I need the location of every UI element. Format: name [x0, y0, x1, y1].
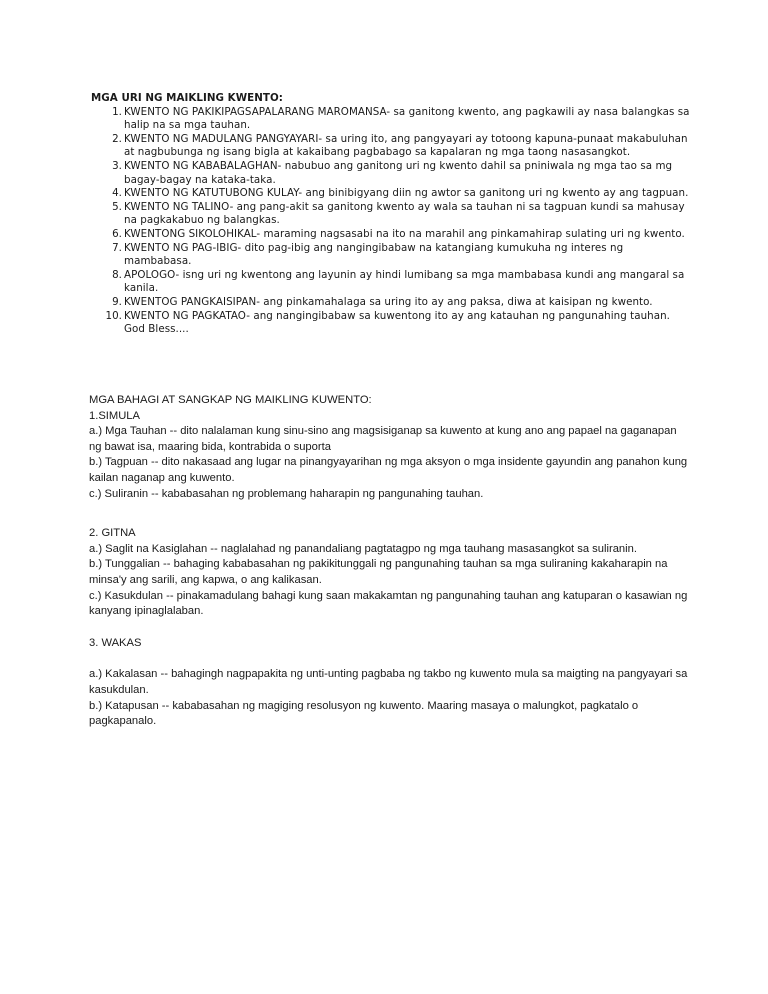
- gitna-item-b: b.) Tunggalian -- bahaging kababasahan ng pakikitunggali ng pangunahing tauhan sa mga suliraning kakaharapin na minsa'y ang sarili, ang kapwa, o ang kalikasan.: [89, 558, 668, 586]
- list-number: 6.: [112, 227, 122, 240]
- list-number: 7.: [112, 241, 122, 254]
- list-text: KWENTO NG TALINO- ang pang-akit sa ganitong kwento ay wala sa tauhan ni sa tagpuan kundi sa mahusay na pagkakabuo ng balangkas.: [124, 200, 685, 227]
- list-item: [91, 201, 691, 228]
- parts-of-short-story-section: [89, 393, 689, 730]
- simula-item-b: b.) Tagpuan -- dito nakasaad ang lugar na pinangyayarihan ng mga aksyon o mga insidente gayundin ang panahon kung kailan naganap ang kuwento.: [89, 456, 688, 484]
- list-number: 10.: [105, 309, 122, 322]
- list-number: 9.: [112, 295, 122, 308]
- list-item: [91, 310, 691, 324]
- gitna-item-a: a.) Saglit na Kasiglahan -- naglalahad ng panandaliang pagtatagpo ng mga tauhang masasangkot sa suliranin.: [89, 542, 637, 555]
- list-text: KWENTOG PANGKAISIPAN- ang pinkamahalaga sa uring ito ay ang paksa, diwa at kaisipan ng kwento.: [124, 295, 653, 308]
- list-text: KWENTO NG KABABALAGHAN- nabubuo ang ganitong uri ng kwento dahil sa pniniwala ng mga tao sa mg bagay-bagay na kataka-taka.: [124, 159, 673, 186]
- list-text: KWENTO NG PAGKATAO- ang nangingibabaw sa kuwentong ito ay ang katauhan ng pangunahing tauhan.: [124, 309, 671, 322]
- list-number: 3.: [112, 159, 122, 172]
- types-of-short-story-section: [91, 92, 691, 337]
- list-text: KWENTO NG PAG-IBIG- dito pag-ibig ang nangingibabaw na katangiang kumukuha ng interes ng mambabasa.: [124, 241, 624, 268]
- subsection-heading-gitna: 2. GITNA: [89, 527, 136, 540]
- list-number: 4.: [112, 187, 122, 200]
- list-item: [91, 296, 691, 310]
- list-item: [91, 106, 691, 133]
- list-text: KWENTONG SIKOLOHIKAL- maraming nagsasabi na ito na marahil ang pinkamahirap sulating uri ng kwento.: [124, 227, 685, 240]
- list-number: 1.: [112, 105, 122, 118]
- section-title: MGA BAHAGI AT SANGKAP NG MAIKLING KUWENTO:: [89, 394, 372, 406]
- simula-item-c: c.) Suliranin -- kababasahan ng problemang haharapin ng pangunahing tauhan.: [89, 487, 484, 500]
- list-text: APOLOGO- isng uri ng kwentong ang layunin ay hindi lumibang sa mga mambabasa kundi ang mangaral sa kanila.: [124, 268, 685, 295]
- wakas-item-a: a.) Kakalasan -- bahagingh nagpapakita ng unti-unting pagbaba ng takbo ng kuwento mula sa maigting na pangyayari sa kasukdulan.: [89, 668, 688, 696]
- spacer: [89, 651, 689, 667]
- closing-text: God Bless....: [124, 323, 189, 336]
- subsection-heading-wakas: 3. WAKAS: [89, 636, 142, 649]
- spacer: [89, 502, 689, 526]
- list-item: [91, 269, 691, 296]
- list-item: [91, 228, 691, 242]
- spacer: [89, 620, 689, 636]
- wakas-item-b: b.) Katapusan -- kababasahan ng magiging resolusyon ng kuwento. Maaring masaya o malungkot, pagkatalo o pagkapanalo.: [89, 699, 639, 728]
- list-item: [91, 242, 691, 269]
- subsection-heading-simula: 1.SIMULA: [89, 409, 140, 422]
- list-item: [91, 133, 691, 160]
- gitna-item-c: c.) Kasukdulan -- pinakamadulang bahagi kung saan makakamtan ng pangunahing tauhan ang katuparan o kasawian ng kanyang ipinaglalaban.: [89, 589, 688, 618]
- list-item: [91, 187, 691, 201]
- simula-item-a: a.) Mga Tauhan -- dito nalalaman kung sinu-sino ang magsisiganap sa kuwento at kung ano ang papael na gaganapan ng bawat isa, maaring bida, kontrabida o suporta: [89, 425, 677, 453]
- story-types-list: [91, 106, 691, 324]
- list-text: KWENTO NG MADULANG PANGYAYARI- sa uring ito, ang pangyayari ay totoong kapuna-punaat makabuluhan at nagbubunga ng isang bigla at kakaibang pagbabago sa kapalaran ng mga taong nasasangkot.: [124, 132, 688, 159]
- list-number: 2.: [112, 132, 122, 145]
- list-number: 5.: [112, 200, 122, 213]
- list-item: [91, 160, 691, 187]
- list-number: 8.: [112, 268, 122, 281]
- section-title: MGA URI NG MAIKLING KWENTO:: [91, 92, 283, 104]
- list-text: KWENTO NG KATUTUBONG KULAY- ang binibigyang diin ng awtor sa ganitong uri ng kwento ay ang tagpuan.: [124, 187, 689, 200]
- list-text: KWENTO NG PAKIKIPAGSAPALARANG MAROMANSA- sa ganitong kwento, ang pagkawili ay nasa balangkas sa halip na sa mga tauhan.: [124, 105, 690, 132]
